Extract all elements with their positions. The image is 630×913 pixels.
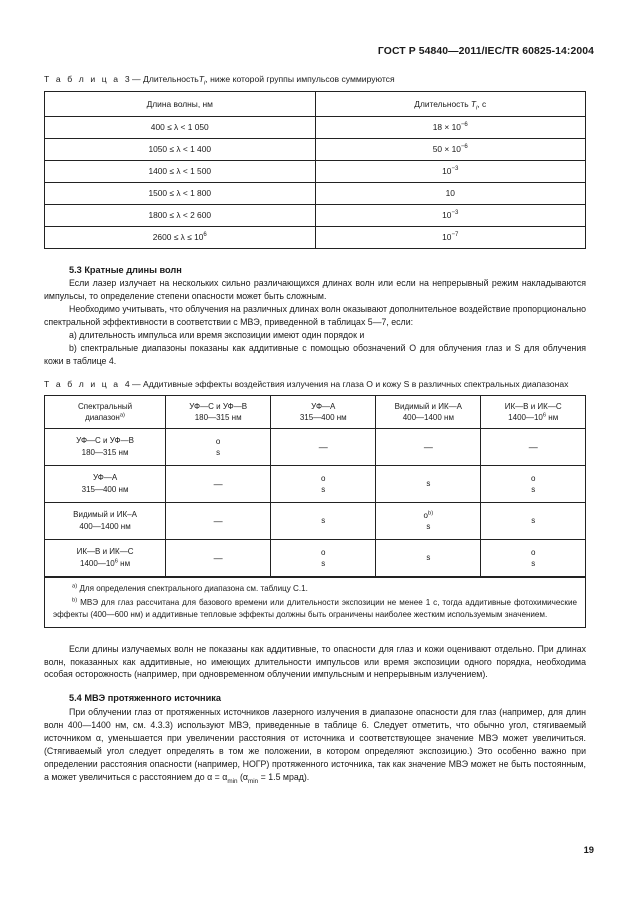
section-5-3-item-a: a) длительность импульса или время экспозиции имеют один порядок и bbox=[69, 330, 365, 341]
table4-cell: — bbox=[271, 429, 376, 466]
table4 bbox=[44, 395, 586, 577]
header-line2-post: нм bbox=[546, 413, 559, 423]
table4-cell bbox=[376, 503, 481, 540]
duration-mantissa: 10 bbox=[442, 210, 452, 221]
table3-cell-wavelength: 1500 ≤ λ < 1 800 bbox=[45, 182, 316, 204]
table3-caption-number: 3 bbox=[124, 74, 130, 84]
table-row bbox=[45, 429, 586, 466]
formula-alpha-2: α bbox=[242, 771, 248, 782]
header-line1: Спектральный bbox=[77, 401, 133, 411]
table4-cell bbox=[271, 466, 376, 503]
skin-marker: s bbox=[216, 448, 221, 458]
table4-cell: — bbox=[166, 503, 271, 540]
skin-marker: s bbox=[531, 559, 536, 569]
eye-marker: o bbox=[530, 547, 536, 557]
duration-exponent: −3 bbox=[451, 166, 459, 173]
table-row bbox=[45, 503, 586, 540]
formula-alpha-min: α bbox=[222, 771, 228, 782]
table4-cell bbox=[481, 540, 586, 577]
section-5-3-para-2: Необходимо учитывать, что облучения на различных длинах волн оказывают дополнительное воздействие пропорционально спектральной эффективности в соответствии с МВЭ, приведенной в таблицах 5—7, если: bbox=[44, 304, 586, 328]
table3-cell-wavelength: 1800 ≤ λ < 2 600 bbox=[45, 204, 316, 226]
table4-cell: s bbox=[481, 503, 586, 540]
table3-caption bbox=[44, 74, 586, 86]
table4-cell: s bbox=[376, 466, 481, 503]
table4-caption-number: 4 bbox=[124, 378, 130, 389]
table-row bbox=[45, 160, 586, 182]
footnote-b-text: МВЭ для глаз рассчитана для базового времени или длительности экспозиции не менее 1 с, тогда аддитивные фотохимические эффекты (400—600 нм) и аддитивные тепловые эффекты должны быть ограничены наиболее жестким используемым значением. bbox=[53, 598, 577, 619]
table3-cell-wavelength: 1400 ≤ λ < 1 500 bbox=[45, 160, 316, 182]
table-row bbox=[45, 138, 586, 160]
table4-cell bbox=[166, 429, 271, 466]
os-marker-stack bbox=[273, 473, 373, 496]
eye-marker: o bbox=[530, 473, 536, 483]
section-5-3-heading: 5.3 Кратные длины волн bbox=[69, 264, 182, 275]
table4-cell bbox=[271, 540, 376, 577]
section-5-4-heading: 5.4 МВЭ протяженного источника bbox=[69, 693, 221, 704]
footnote-a bbox=[53, 583, 577, 595]
duration-mantissa: 10 bbox=[442, 232, 452, 243]
table4-cell: — bbox=[166, 466, 271, 503]
header-footnote-marker: a) bbox=[119, 412, 125, 419]
row-label-post: нм bbox=[117, 559, 131, 569]
table4-caption-text: Аддитивные эффекты воздействия излучения на глаза O и кожу S в различных спектральных диапазонах bbox=[143, 378, 569, 389]
table3-header-wavelength: Длина волны, нм bbox=[45, 91, 316, 116]
table3-header-duration-pre: Длительность bbox=[414, 98, 471, 109]
table4-cell: s bbox=[376, 540, 481, 577]
table3-caption-label: Т а б л и ц а bbox=[44, 74, 121, 84]
table4-body bbox=[45, 429, 586, 577]
formula-min-subscript-2: min bbox=[248, 777, 259, 785]
header-line1: ИК—В и ИК—С bbox=[504, 401, 562, 411]
header-line2: 315—400 нм bbox=[299, 413, 347, 423]
spacer bbox=[44, 368, 586, 379]
table4-cell: — bbox=[376, 429, 481, 466]
table3-caption-text-a: Длительность bbox=[143, 74, 199, 84]
table3-caption-text-b: , ниже которой группы импульсов суммируются bbox=[205, 74, 395, 84]
eye-marker: o bbox=[321, 547, 326, 557]
row-label-line2: 1400—10 bbox=[80, 559, 115, 569]
spacer bbox=[44, 628, 586, 643]
footnote-a-marker: a) bbox=[72, 583, 78, 590]
table3-caption-symbol-sub: i bbox=[203, 79, 206, 87]
section-5-3-para-1: Если лазер излучает на нескольких сильно различающихся длинах волн или если на непрерывный режим накладываются импульсы, то определение степени опасности может быть сложным. bbox=[44, 278, 586, 302]
row-label-exponent: 6 bbox=[114, 558, 118, 565]
page-header bbox=[378, 46, 594, 57]
table-row bbox=[45, 116, 586, 138]
table4-caption-dash: — bbox=[132, 378, 141, 389]
table4-cell: — bbox=[166, 540, 271, 577]
duration-exponent: −6 bbox=[460, 144, 468, 151]
table-row bbox=[45, 226, 586, 248]
table3-header-duration-post: , с bbox=[477, 98, 487, 109]
skin-marker: s bbox=[531, 485, 536, 495]
eye-marker-with-note bbox=[424, 510, 434, 522]
duration-exponent: −3 bbox=[451, 210, 459, 217]
wavelength-exponent: 6 bbox=[203, 232, 207, 239]
section-5-4-paragraph bbox=[44, 706, 586, 784]
skin-marker: s bbox=[321, 485, 326, 495]
table4-header-visible-ira bbox=[376, 396, 481, 429]
table4-cell: s bbox=[271, 503, 376, 540]
table3-cell-duration bbox=[315, 160, 586, 182]
footnote-b-marker: b) bbox=[72, 597, 78, 604]
formula-alpha: α bbox=[207, 771, 213, 782]
table4-cell bbox=[481, 466, 586, 503]
table3 bbox=[44, 91, 586, 249]
table4-header-spectral-range bbox=[45, 396, 166, 429]
duration-exponent: −7 bbox=[451, 232, 459, 239]
duration-mantissa: 10 bbox=[442, 166, 452, 177]
table-row bbox=[45, 182, 586, 204]
eye-marker: o bbox=[423, 510, 428, 520]
table3-header-row bbox=[45, 91, 586, 116]
row-label-line2: 315—400 нм bbox=[81, 485, 129, 495]
standard-designation: ГОСТ Р 54840—2011/IEC/TR 60825-14:2004 bbox=[377, 46, 594, 57]
page-content bbox=[44, 74, 586, 784]
formula-paren-open: ( bbox=[237, 771, 243, 782]
header-line2: 1400—10 bbox=[508, 413, 543, 423]
footnote-a-text: Для определения спектрального диапазона см. таблицу С.1. bbox=[79, 584, 308, 594]
os-marker-stack bbox=[483, 547, 583, 570]
skin-marker: s bbox=[321, 559, 326, 569]
spacer bbox=[44, 681, 586, 692]
table3-caption-dash: — bbox=[132, 74, 141, 84]
table4-header-irb-irc bbox=[481, 396, 586, 429]
header-line1: УФ—А bbox=[311, 401, 336, 411]
table4-footnotes bbox=[44, 577, 586, 627]
row-label-line1: УФ—С и УФ—В bbox=[76, 436, 134, 446]
table3-header-duration-sub: i bbox=[476, 105, 478, 112]
eye-marker: o bbox=[321, 473, 326, 483]
table3-body bbox=[45, 116, 586, 248]
duration-mantissa: 18 × 10 bbox=[432, 122, 461, 133]
table3-cell-wavelength bbox=[45, 226, 316, 248]
table3-header-duration-symbol: T bbox=[470, 98, 477, 109]
skin-marker: s bbox=[426, 522, 431, 532]
os-marker-stack bbox=[168, 436, 268, 459]
table4-header-uvc-uvb bbox=[166, 396, 271, 429]
table4-row-label bbox=[45, 503, 166, 540]
row-label-line1: Видимый и ИК–А bbox=[73, 510, 137, 520]
table4-head bbox=[45, 396, 586, 429]
duration-mantissa: 50 × 10 bbox=[432, 144, 461, 155]
wavelength-text: 2600 ≤ λ ≤ 10 bbox=[152, 232, 204, 243]
table3-cell-wavelength: 1050 ≤ λ < 1 400 bbox=[45, 138, 316, 160]
table3-cell-duration bbox=[315, 116, 586, 138]
footnote-marker: b) bbox=[428, 510, 434, 517]
header-line2: 180—315 нм bbox=[194, 413, 242, 423]
row-label-line2: 400—1400 нм bbox=[79, 522, 131, 532]
after-table4-paragraph: Если длины излучаемых волн не показаны как аддитивные, то опасности для глаз и кожи оценивают отдельно. При длинах волн, показанных как аддитивные, но имеющих длительности импульсов или время экспозиции одного порядка, необходима особая осторожность (например, при одновременном облучении импульсным и непрерывным излучением). bbox=[44, 643, 586, 680]
formula-min-subscript: min bbox=[227, 777, 238, 785]
table3-cell-duration bbox=[315, 226, 586, 248]
row-label-line1: УФ—А bbox=[92, 473, 118, 483]
section-5-4-text: При облучении глаз от протяженных источников лазерного излучения в диапазоне опасности для глаз (например, для длин волн 400—1400 нм, см. 4.3.3) используют МВЭ, приведенные в таблице 6. Следует отметить, что обычно угол, стягиваемый источником α, уменьшается при увеличении расстояния от источника и соответствующее значение МВЭ может увеличиться. (Стягиваемый угол следует определять в том же положении, в котором определяют экспозицию.) Это особенно важно при определении расстояния опасности (например, НОГР) протяженного источника, так как значение МВЭ может не быть постоянным, а может увеличиться с расстоянием до bbox=[44, 707, 586, 782]
spacer bbox=[44, 249, 586, 264]
row-label-line2: 180—315 нм bbox=[81, 448, 129, 458]
formula-tail: = 1.5 мрад). bbox=[258, 771, 310, 782]
table4-header-row bbox=[45, 396, 586, 429]
table-row bbox=[45, 204, 586, 226]
table4-caption bbox=[44, 379, 586, 391]
footnote-b bbox=[53, 597, 577, 620]
os-marker-stack bbox=[483, 473, 583, 496]
header-line2: 400—1400 нм bbox=[402, 413, 454, 423]
table3-cell-duration bbox=[315, 204, 586, 226]
table-row bbox=[45, 540, 586, 577]
table3-header-duration bbox=[315, 91, 586, 116]
table-row bbox=[45, 466, 586, 503]
os-marker-stack bbox=[378, 510, 478, 533]
table3-head bbox=[45, 91, 586, 116]
table4-caption-label: Т а б л и ц а bbox=[44, 378, 121, 389]
formula-equals: = bbox=[212, 771, 223, 782]
table4-row-label bbox=[45, 429, 166, 466]
table3-cell-duration bbox=[315, 138, 586, 160]
section-5-3-item-b: b) спектральные диапазоны показаны как аддитивные с помощью обозначений O для облучения глаз и S для облучения кожи в таблице 4. bbox=[44, 343, 586, 366]
header-line2: диапазон bbox=[85, 413, 120, 423]
table4-row-label bbox=[45, 540, 166, 577]
header-line2-exponent: 6 bbox=[542, 412, 547, 419]
table4-cell: — bbox=[481, 429, 586, 466]
duration-exponent: −6 bbox=[460, 122, 468, 129]
os-marker-stack bbox=[273, 547, 373, 570]
duration-mantissa: 10 bbox=[445, 188, 455, 199]
table3-caption-symbol: T bbox=[198, 74, 204, 84]
header-line1: Видимый и ИК—А bbox=[394, 401, 462, 411]
row-label-line1: ИК—В и ИК—С bbox=[76, 547, 134, 557]
table4-row-label bbox=[45, 466, 166, 503]
page-number: 19 bbox=[583, 844, 594, 855]
table3-cell-duration bbox=[315, 182, 586, 204]
table3-cell-wavelength: 400 ≤ λ < 1 050 bbox=[45, 116, 316, 138]
header-line1: УФ—С и УФ—В bbox=[189, 401, 248, 411]
eye-marker: o bbox=[215, 436, 221, 446]
table4-header-uva bbox=[271, 396, 376, 429]
